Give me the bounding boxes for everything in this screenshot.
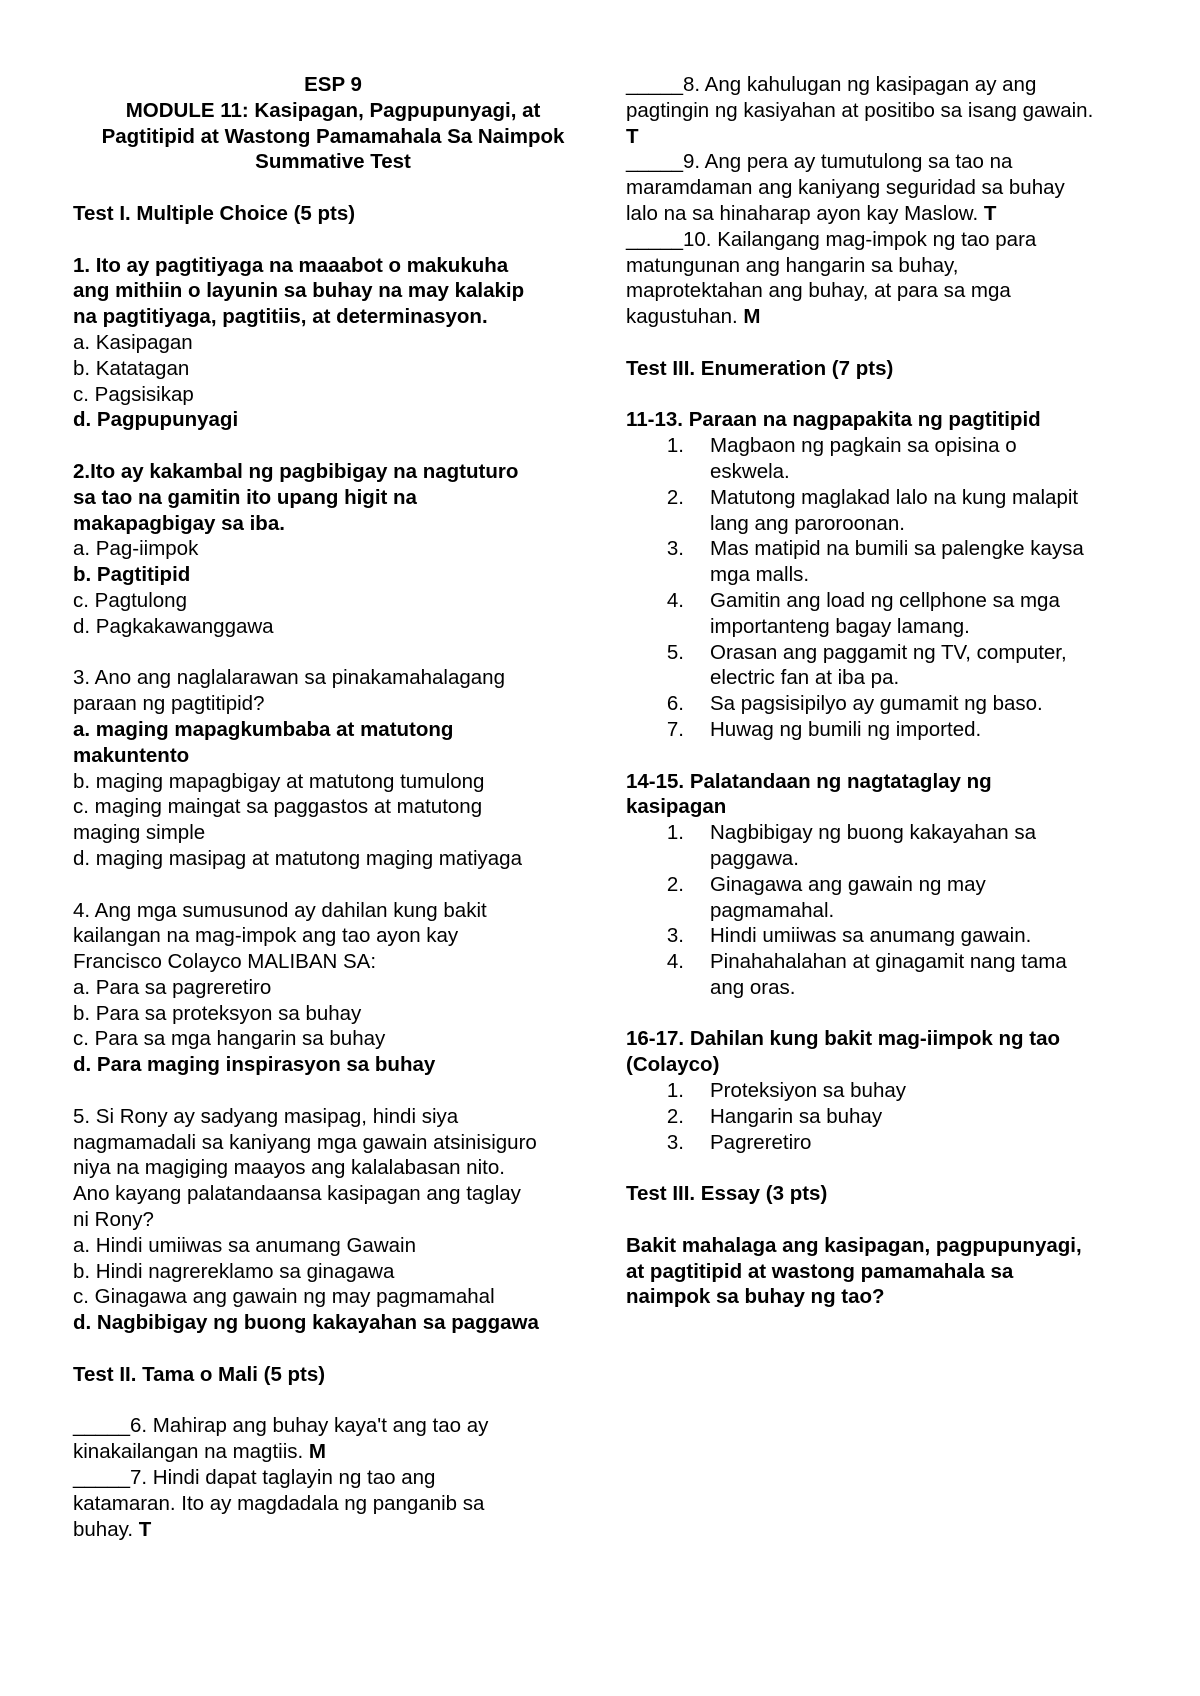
answer-option-correct: d. Nagbibigay ng buong kakayahan sa paggawa: [73, 1311, 539, 1335]
enumeration-text-line: lang ang paroroonan.: [710, 511, 905, 535]
enumeration-number: 7.: [666, 717, 684, 741]
enumeration-number: 1.: [666, 434, 684, 458]
question-block: [73, 898, 593, 1079]
true-false-line: [626, 278, 1146, 304]
enumeration-heading: (Colayco): [626, 1053, 720, 1077]
answer-option: a. Hindi umiiwas sa anumang Gawain: [73, 1233, 416, 1257]
enumeration-text-line: Matutong maglakad lalo na kung malapit: [710, 485, 1079, 509]
enumeration-number: 2.: [666, 1104, 684, 1128]
enumeration-heading: 14-15. Palatandaan ng nagtataglay ng: [626, 769, 992, 793]
enumeration-item: [626, 640, 1146, 692]
question-text-line: niya na magiging maayos ang kalalabasan nito.: [73, 1156, 505, 1180]
true-false-text: _____6. Mahirap ang buhay kaya't ang tao ay: [73, 1414, 489, 1438]
true-false-line: [626, 72, 1146, 98]
enumeration-text: [710, 872, 1146, 924]
enumeration-text-line: Magbaon ng pagkain sa opisina o: [710, 434, 1017, 458]
true-false-text: pagtingin ng kasiyahan at positibo sa isang gawain.: [626, 98, 1094, 122]
enumeration-heading: 16-17. Dahilan kung bakit mag-iimpok ng tao: [626, 1027, 1060, 1051]
true-false-line: [626, 175, 1146, 201]
true-false-line: [626, 98, 1146, 124]
question-block: [73, 665, 593, 871]
true-false-text: _____8. Ang kahulugan ng kasipagan ay ang: [626, 73, 1037, 96]
enumeration-text-line: paggawa.: [710, 846, 799, 870]
true-false-text: kinakailangan na magtiis.: [73, 1440, 304, 1464]
enumeration-text-line: Proteksiyon sa buhay: [710, 1079, 907, 1103]
enumeration-text: [710, 433, 1146, 485]
enumeration-text-line: Pinahahalahan at ginagamit nang tama: [710, 950, 1067, 974]
enumeration-item: [626, 1078, 1146, 1104]
enumeration-group: [626, 407, 1146, 742]
enumeration-item: [626, 872, 1146, 924]
enumeration-number: 2.: [666, 485, 684, 509]
answer-option: b. Para sa proteksyon sa buhay: [73, 1001, 362, 1025]
question-block: [73, 459, 593, 640]
enumeration-text: [710, 485, 1146, 537]
true-false-text: _____7. Hindi dapat taglayin ng tao ang: [73, 1466, 436, 1490]
enumeration-item: [626, 485, 1146, 537]
question-text-line: makapagbigay sa iba.: [73, 511, 285, 535]
enumeration-text: [710, 1130, 1146, 1156]
true-false-text: katamaran. Ito ay magdadala ng panganib sa: [73, 1491, 485, 1515]
enumeration-text-line: Hangarin sa buhay: [710, 1104, 883, 1128]
true-false-line: [73, 1465, 593, 1491]
enumeration-list: [626, 820, 1146, 1001]
enumeration-number: 3.: [666, 924, 684, 948]
enumeration-number: 6.: [666, 692, 684, 716]
question-block: [73, 1104, 593, 1336]
question-text-line: ni Rony?: [73, 1208, 154, 1232]
enumeration-text-line: mga malls.: [710, 563, 810, 587]
essay-title: Test III. Essay (3 pts): [626, 1182, 828, 1206]
question-text-line: kailangan na mag-impok ang tao ayon kay: [73, 924, 459, 948]
true-false-answer: T: [626, 124, 639, 148]
enumeration-item: [626, 923, 1146, 949]
enumeration-text-line: Gamitin ang load ng cellphone sa mga: [710, 588, 1060, 612]
test1-questions: [73, 253, 593, 1362]
enumeration-text: [710, 1078, 1146, 1104]
true-false-item: [626, 149, 1146, 226]
essay-question-line: naimpok sa buhay ng tao?: [626, 1285, 885, 1309]
enumeration-heading: 11-13. Paraan na nagpapakita ng pagtitipid: [626, 408, 1041, 432]
true-false-answer: M: [737, 305, 761, 329]
enumeration-number: 1.: [666, 1079, 684, 1103]
true-false-line: [73, 1413, 593, 1439]
enumeration-text: [710, 717, 1146, 743]
question-text-line: sa tao na gamitin ito upang higit na: [73, 485, 417, 509]
question-text-line: Ano kayang palatandaansa kasipagan ang taglay: [73, 1182, 521, 1206]
answer-option: c. Pagsisikap: [73, 382, 194, 406]
question-text-line: na pagtitiyaga, pagtitiis, at determinasyon.: [73, 305, 488, 329]
answer-option: c. Ginagawa ang gawain ng may pagmamahal: [73, 1285, 495, 1309]
enumeration-text-line: Mas matipid na bumili sa palengke kaysa: [710, 537, 1084, 561]
enumeration-text: [710, 820, 1146, 872]
answer-option: b. Hindi nagrereklamo sa ginagawa: [73, 1259, 395, 1283]
answer-option: a. Pag-iimpok: [73, 537, 199, 561]
enumeration-item: [626, 691, 1146, 717]
enumeration-number: 4.: [666, 588, 684, 612]
true-false-line: [73, 1491, 593, 1517]
enumeration-text-line: pagmamahal.: [710, 898, 835, 922]
enumeration-item: [626, 820, 1146, 872]
answer-option: a. Para sa pagreretiro: [73, 975, 272, 999]
test2-left-items: [73, 1413, 593, 1542]
true-false-line: [626, 149, 1146, 175]
question-text-line: 3. Ano ang naglalarawan sa pinakamahalagang: [73, 666, 505, 690]
enumeration-text: [710, 949, 1146, 1001]
true-false-text: lalo na sa hinaharap ayon kay Maslow.: [626, 201, 979, 225]
enumeration-group: [626, 1026, 1146, 1155]
left-column: [73, 72, 593, 1542]
enumeration-number: 3.: [666, 1130, 684, 1154]
enumeration-text-line: electric fan at iba pa.: [710, 666, 900, 690]
test1-title: Test I. Multiple Choice (5 pts): [73, 201, 356, 225]
true-false-item: [626, 72, 1146, 149]
enumeration-text-line: Pagreretiro: [710, 1130, 812, 1154]
enumeration-number: 2.: [666, 872, 684, 896]
answer-option-correct: b. Pagtitipid: [73, 563, 191, 587]
enumeration-text: [710, 1104, 1146, 1130]
enumeration-item: [626, 949, 1146, 1001]
true-false-line: [626, 201, 1146, 227]
enumeration-text-line: ang oras.: [710, 975, 796, 999]
question-text-line: 1. Ito ay pagtitiyaga na maaabot o makukuha: [73, 253, 509, 277]
answer-option: b. Katatagan: [73, 356, 190, 380]
answer-option: c. maging maingat sa paggastos at matutong: [73, 795, 483, 819]
enumeration-item: [626, 1104, 1146, 1130]
answer-option: a. Kasipagan: [73, 330, 193, 354]
test2-title: Test II. Tama o Mali (5 pts): [73, 1362, 326, 1386]
answer-option: b. maging mapagbigay at matutong tumulong: [73, 769, 485, 793]
enumeration-list: [626, 433, 1146, 743]
true-false-item: [73, 1413, 593, 1465]
enumeration-text-line: importanteng bagay lamang.: [710, 614, 970, 638]
header-test-type: Summative Test: [255, 150, 411, 174]
enumeration-group: [626, 769, 1146, 1001]
true-false-text: _____10. Kailangang mag-impok ng tao para: [626, 227, 1037, 251]
enumeration-text-line: Huwag ng bumili ng imported.: [710, 717, 982, 741]
answer-option: d. maging masipag at matutong maging matiyaga: [73, 846, 522, 870]
true-false-text: maprotektahan ang buhay, at para sa mga: [626, 279, 1011, 303]
enumeration-number: 3.: [666, 537, 684, 561]
true-false-answer: T: [978, 201, 997, 225]
enumeration-list: [626, 1078, 1146, 1155]
question-block: [73, 253, 593, 434]
true-false-text: matungunan ang hangarin sa buhay,: [626, 253, 959, 277]
true-false-line: [626, 304, 1146, 330]
enumeration-heading: kasipagan: [626, 795, 727, 819]
enumeration-item: [626, 588, 1146, 640]
true-false-text: buhay.: [73, 1517, 134, 1541]
enumeration-item: [626, 433, 1146, 485]
enumeration-text-line: eskwela.: [710, 459, 790, 483]
enumeration-item: [626, 717, 1146, 743]
enumeration-text: [710, 691, 1146, 717]
enumeration-text: [710, 923, 1146, 949]
enumeration-item: [626, 536, 1146, 588]
answer-option-correct: d. Pagpupunyagi: [73, 408, 239, 432]
essay-question-line: Bakit mahalaga ang kasipagan, pagpupunyagi,: [626, 1233, 1082, 1257]
answer-option: c. Pagtulong: [73, 588, 187, 612]
true-false-answer: M: [303, 1440, 326, 1464]
enumeration-text: [710, 536, 1146, 588]
header-module-line1: MODULE 11: Kasipagan, Pagpupunyagi, at: [125, 98, 541, 122]
answer-option-correct: makuntento: [73, 743, 190, 767]
right-column: [626, 72, 1146, 1310]
enumeration-number: 5.: [666, 640, 684, 664]
enumeration-text-line: Nagbibigay ng buong kakayahan sa: [710, 821, 1036, 845]
question-text-line: ang mithiin o layunin sa buhay na may kalakip: [73, 279, 525, 303]
true-false-answer: T: [133, 1517, 152, 1541]
enumeration-text-line: Orasan ang paggamit ng TV, computer,: [710, 640, 1067, 664]
test3-groups: [626, 407, 1146, 1181]
question-text-line: 2.Ito ay kakambal ng pagbibigay na nagtuturo: [73, 459, 519, 483]
question-text-line: nagmamadali sa kaniyang mga gawain atsinisiguro: [73, 1130, 537, 1154]
enumeration-text: [710, 640, 1146, 692]
question-text-line: Francisco Colayco MALIBAN SA:: [73, 950, 377, 974]
true-false-text: _____9. Ang pera ay tumutulong sa tao na: [626, 150, 1013, 174]
true-false-line: [626, 253, 1146, 279]
true-false-line: [73, 1439, 593, 1465]
header-subject: ESP 9: [304, 73, 362, 96]
essay-question: [626, 1233, 1146, 1310]
enumeration-text-line: Hindi umiiwas sa anumang gawain.: [710, 924, 1032, 948]
answer-option-correct: d. Para maging inspirasyon sa buhay: [73, 1053, 436, 1077]
question-text-line: 5. Si Rony ay sadyang masipag, hindi siya: [73, 1104, 459, 1128]
true-false-line: [73, 1517, 593, 1543]
enumeration-item: [626, 1130, 1146, 1156]
true-false-item: [626, 227, 1146, 330]
true-false-text: kagustuhan.: [626, 305, 738, 329]
enumeration-text-line: Sa pagsisipilyo ay gumamit ng baso.: [710, 692, 1043, 716]
true-false-text: maramdaman ang kaniyang seguridad sa buhay: [626, 176, 1065, 200]
answer-option-correct: a. maging mapagkumbaba at matutong: [73, 717, 454, 741]
enumeration-text-line: Ginagawa ang gawain ng may: [710, 872, 986, 896]
enumeration-number: 4.: [666, 950, 684, 974]
header-module-line2: Pagtitipid at Wastong Pamamahala Sa Naimpok: [101, 124, 565, 148]
answer-option: c. Para sa mga hangarin sa buhay: [73, 1027, 386, 1051]
enumeration-number: 1.: [666, 821, 684, 845]
essay-question-line: at pagtitipid at wastong pamamahala sa: [626, 1259, 1014, 1283]
question-text-line: 4. Ang mga sumusunod ay dahilan kung bakit: [73, 898, 487, 922]
enumeration-text: [710, 588, 1146, 640]
test2-right-items: [626, 72, 1146, 330]
answer-option: d. Pagkakawanggawa: [73, 614, 274, 638]
true-false-item: [73, 1465, 593, 1542]
question-text-line: paraan ng pagtitipid?: [73, 692, 265, 716]
true-false-line: [626, 227, 1146, 253]
test3-title: Test III. Enumeration (7 pts): [626, 356, 894, 380]
answer-option: maging simple: [73, 821, 206, 845]
